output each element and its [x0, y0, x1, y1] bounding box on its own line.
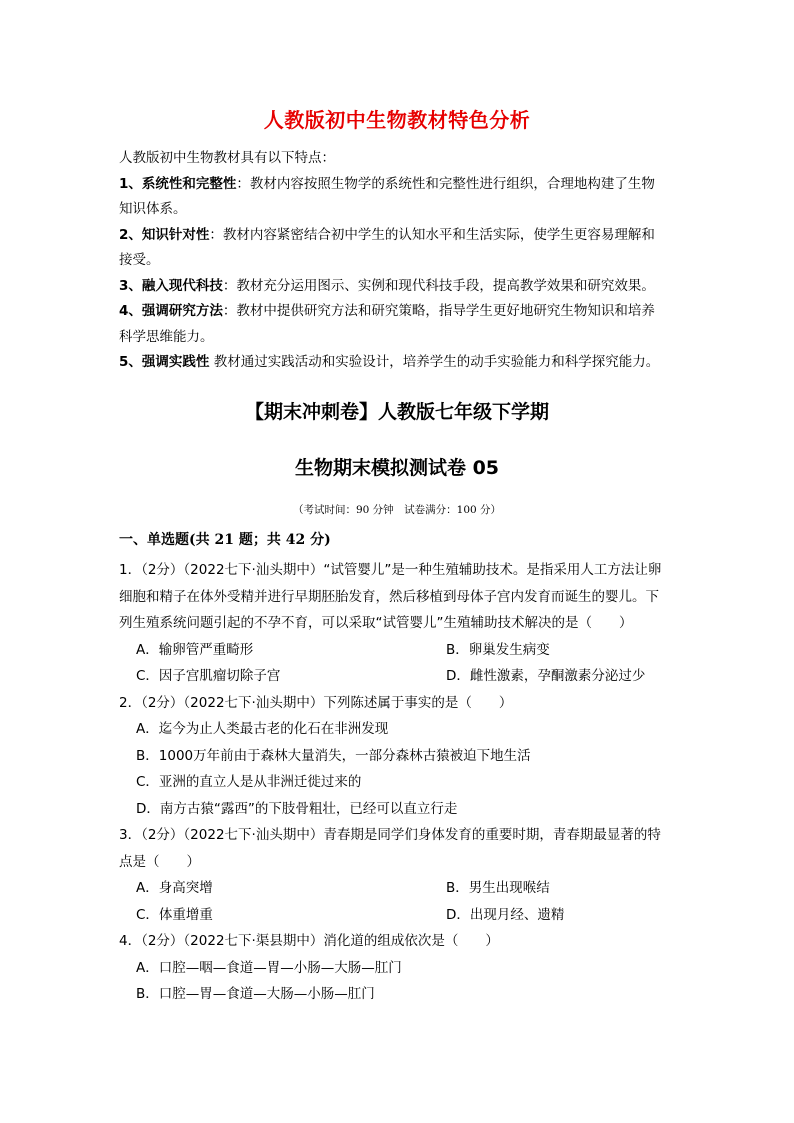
question-stem: 4．（2分）（2022七下·渠县期中）消化道的组成依次是（ ）: [119, 933, 499, 949]
intro-point: 2、知识针对性：教材内容紧密结合初中学生的认知水平和生活实际，使学生更容易理解和: [119, 226, 655, 243]
question-stem: 3．（2分）（2022七下·汕头期中）青春期是同学们身体发育的重要时期，青春期最显著的特: [119, 827, 661, 843]
option-row: [119, 663, 679, 690]
option-a: A．迄今为止人类最古老的化石在非洲发现: [136, 721, 389, 737]
intro-point-cont: 科学思维能力。: [119, 328, 214, 345]
option-d: D．出现月经、遗精: [446, 906, 565, 923]
option-c: C．体重增重: [136, 906, 213, 923]
option-b: B．1000万年前由于森林大量消失，一部分森林古猿被迫下地生活: [136, 747, 531, 764]
option-a: A．口腔—咽—食道—胃—小肠—大肠—肛门: [136, 959, 402, 976]
question-stem: 列生殖系统问题引起的不孕不育，可以采取“试管婴儿”生殖辅助技术解决的是（ ）: [119, 615, 633, 631]
option-b: B．口腔—胃—食道—大肠—小肠—肛门: [136, 986, 375, 1002]
intro-point: 1、系统性和完整性：教材内容按照生物学的系统性和完整性进行组织，合理地构建了生物: [119, 175, 655, 192]
exam-subtitle: （考试时间：90 分钟 试卷满分：100 分）: [292, 504, 502, 516]
exam-title-line-2: 生物期末模拟测试卷 05: [294, 457, 500, 479]
option-c: C．亚洲的直立人是从非洲迁徙过来的: [136, 774, 362, 790]
intro-point: 5、强调实践性 教材通过实践活动和实验设计，培养学生的动手实验能力和科学探究能力。: [119, 354, 660, 370]
question-stem: 2．（2分）（2022七下·汕头期中）下列陈述属于事实的是（ ）: [119, 694, 513, 711]
intro-point: 3、融入现代科技：教材充分运用图示、实例和现代科技手段，提高教学效果和研究效果。: [119, 277, 655, 294]
question-stem: 细胞和精子在体外受精并进行早期胚胎发育，然后移植到母体子宫内发育而诞生的婴儿。下: [119, 588, 659, 605]
option-row: [119, 875, 679, 902]
page-title: 人教版初中生物教材特色分析: [263, 108, 531, 132]
intro-section: [119, 146, 679, 376]
intro-lead: 人教版初中生物教材具有以下特点：: [119, 150, 335, 166]
section-heading: 一、单选题(共 21 题；共 42 分): [119, 532, 331, 548]
option-b: B．卵巢发生病变: [446, 641, 550, 658]
option-a: A．身高突增: [136, 880, 213, 896]
option-d: D．南方古猿“露西”的下肢骨粗壮，已经可以直立行走: [136, 800, 458, 817]
intro-point: 4、强调研究方法：教材中提供研究方法和研究策略，指导学生更好地研究生物知识和培养: [119, 303, 655, 319]
exam-title-line-1: 【期末冲刺卷】人教版七年级下学期: [244, 401, 549, 423]
option-row: [119, 637, 679, 664]
option-b: B．男生出现喉结: [446, 880, 550, 896]
intro-point-cont: 知识体系。: [119, 201, 187, 217]
intro-point-cont: 接受。: [119, 252, 160, 268]
question-stem: 1．（2分）（2022七下·汕头期中）“试管婴儿”是一种生殖辅助技术。是指采用人工方法让卵: [119, 562, 662, 578]
option-c: C．因子宫肌瘤切除子宫: [136, 668, 281, 684]
option-row: [119, 902, 679, 929]
question-list: [119, 557, 679, 1008]
question-stem: 点是（ ）: [119, 853, 200, 870]
option-d: D．雌性激素，孕酮激素分泌过少: [446, 668, 646, 684]
option-a: A．输卵管严重畸形: [136, 641, 254, 658]
